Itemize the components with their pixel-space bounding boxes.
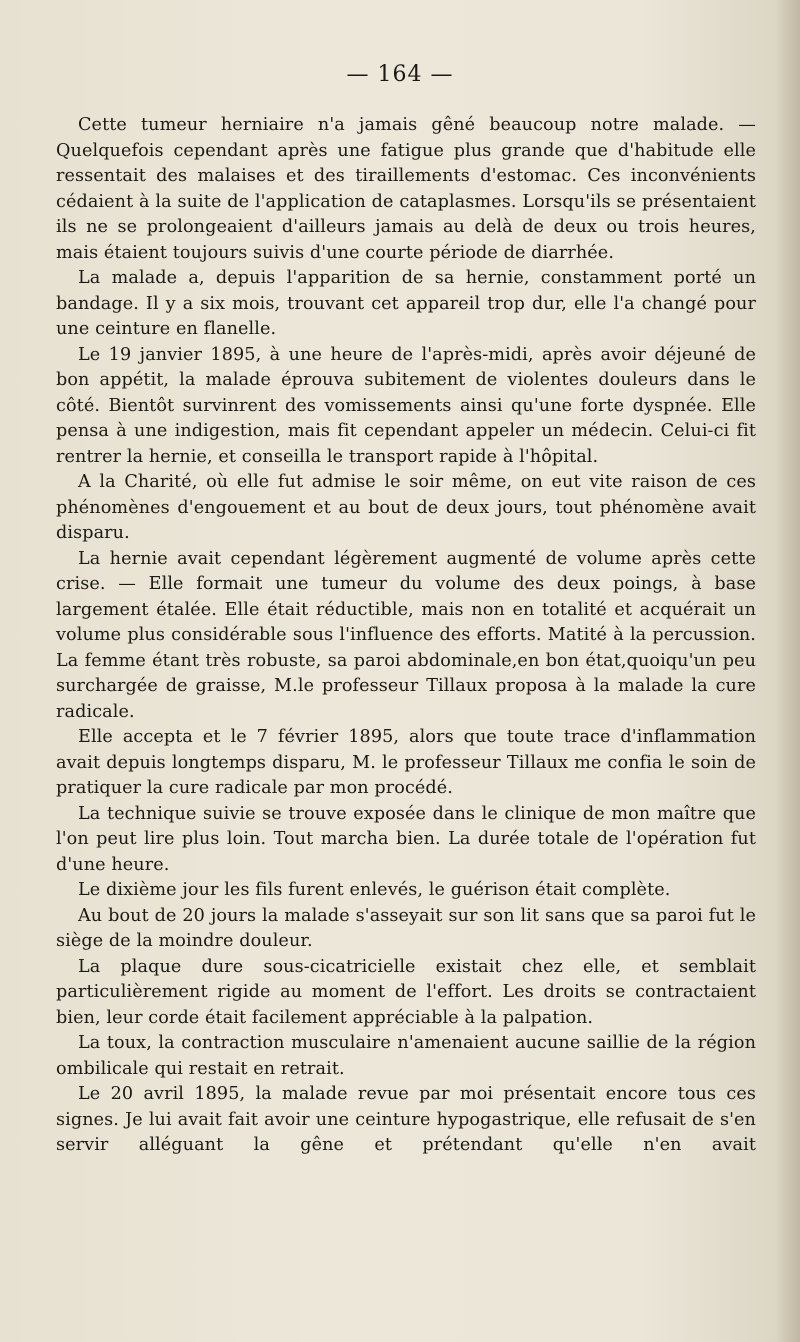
paragraph-3: Le 19 janvier 1895, à une heure de l'après-midi, après avoir déjeuné de bon appétit, la malade éprouva subitement de violentes douleurs dans le côté. Bientôt survinrent des vomissements ainsi qu'une forte dyspnée. Elle pensa à une indigestion, mais fit cependant appeler un médecin. Celui-ci fit rentrer la hernie, et conseilla le transport rapide à l'hôpital. <box>56 344 756 467</box>
paragraph-7: La technique suivie se trouve exposée dans le clinique de mon maître que l'on peut lire plus loin. Tout marcha bien. La durée totale de l'opération fut d'une heure. <box>56 803 756 875</box>
paragraph-10: La plaque dure sous-cicatricielle existait chez elle, et semblait particulièrement rigide au moment de l'effort. Les droits se contractaient bien, leur corde était facilement appréciable à la palpation. <box>56 956 756 1028</box>
paragraph-9: Au bout de 20 jours la malade s'asseyait sur son lit sans que sa paroi fut le siège de la moindre douleur. <box>56 905 756 951</box>
page-number: — 164 — <box>346 62 454 87</box>
paragraph-4: A la Charité, où elle fut admise le soir même, on eut vite raison de ces phénomènes d'engouement et au bout de deux jours, tout phénomène avait disparu. <box>56 472 756 543</box>
paragraph-6: Elle accepta et le 7 février 1895, alors que toute trace d'inflammation avait depuis longtemps disparu, M. le professeur Tillaux me confia le soin de pratiquer la cure radicale par mon procédé. <box>56 727 756 798</box>
paragraph-1: Cette tumeur herniaire n'a jamais gêné beaucoup notre malade. — Quelquefois cependant après une fatigue plus grande que d'habitude elle ressentait des malaises et des tiraillements d'estomac. Ces inconvénients cédaient à la suite de l'application de cataplasmes. Lorsqu'ils se présentaient ils ne se prolongeaient d'ailleurs jamais au delà de deux ou trois heures, mais étaient toujours suivis d'une courte période de diarrhée. <box>56 115 756 263</box>
paragraph-2: La malade a, depuis l'apparition de sa hernie, constamment porté un bandage. Il y a six mois, trouvant cet appareil trop dur, elle l'a changé pour une ceinture en flanelle. <box>56 268 756 339</box>
body-text <box>56 113 756 1159</box>
paragraph-8: Le dixième jour les fils furent enlevés, le guérison était complète. <box>78 880 671 900</box>
paragraph-5: La hernie avait cependant légèrement augmenté de volume après cette crise. — Elle formait une tumeur du volume des deux poings, à base largement étalée. Elle était réductible, mais non en totalité et acquérait un volume plus considérable sous l'influence des efforts. Matité à la percussion. La femme étant très robuste, sa paroi abdominale,en bon état,quoiqu'un peu surchargée de graisse, M.le professeur Tillaux proposa à la malade la cure radicale. <box>56 548 756 722</box>
paragraph-12: Le 20 avril 1895, la malade revue par moi présentait encore tous ces signes. Je lui avait fait avoir une ceinture hypogastrique, elle refusait de s'en servir alléguant la gêne et prétendant qu'elle n'en avait <box>56 1084 756 1155</box>
page-edge-shadow <box>774 0 800 1342</box>
paragraph-11: La toux, la contraction musculaire n'amenaient aucune saillie de la région ombilicale qui restait en retrait. <box>56 1033 756 1079</box>
